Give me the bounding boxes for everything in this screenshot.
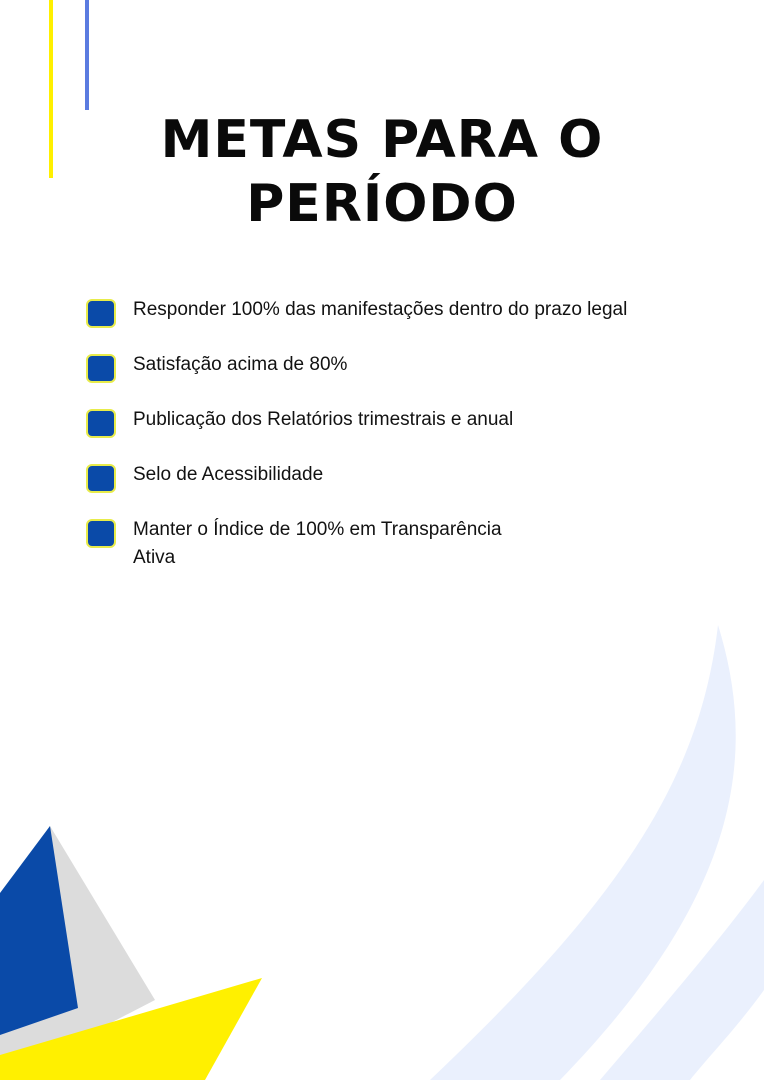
square-bullet-icon	[86, 464, 116, 493]
blue-accent-line	[85, 0, 89, 110]
page-title	[0, 108, 764, 236]
list-item	[86, 351, 686, 379]
square-bullet-icon	[86, 299, 116, 328]
list-item	[86, 406, 686, 434]
goal-text: Responder 100% das manifestações dentro do prazo legal	[133, 299, 628, 320]
square-bullet-icon	[86, 519, 116, 548]
list-item	[86, 296, 686, 324]
goal-text: Selo de Acessibilidade	[133, 464, 324, 485]
title-line-1: METAS PARA O	[160, 110, 604, 170]
list-item	[86, 516, 686, 572]
goal-text: Manter o Índice de 100% em Transparência Ativa	[133, 519, 502, 568]
goal-text: Publicação dos Relatórios trimestrais e anual	[133, 409, 514, 430]
square-bullet-icon	[86, 354, 116, 383]
list-item	[86, 461, 686, 489]
goals-list	[86, 296, 686, 599]
goal-text: Satisfação acima de 80%	[133, 354, 348, 375]
square-bullet-icon	[86, 409, 116, 438]
title-line-2: PERÍODO	[246, 174, 518, 234]
